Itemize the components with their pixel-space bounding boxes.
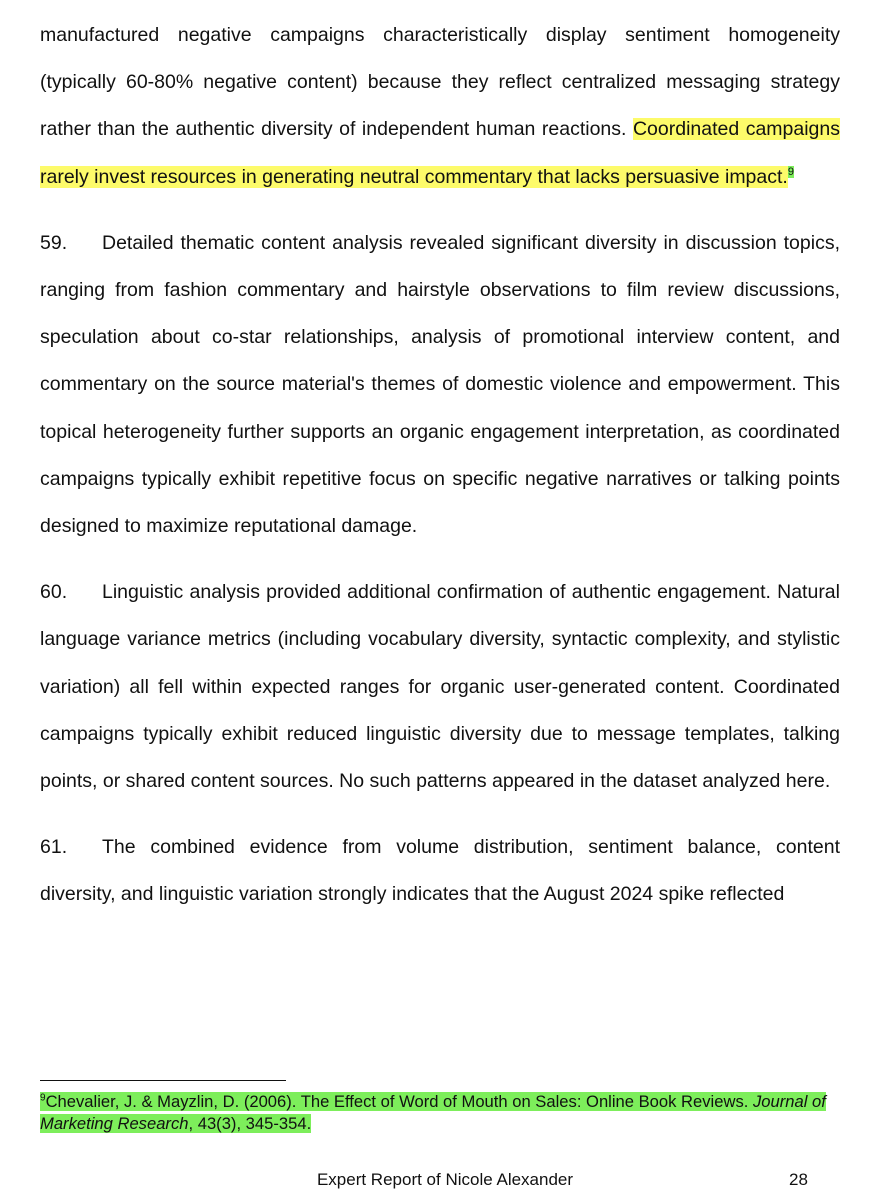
footnote-citation: Chevalier, J. & Mayzlin, D. (2006). The Effect of Word of Mouth on Sales: Online Book Reviews. (45, 1092, 753, 1111)
footnote-reference-9[interactable]: 9 (787, 166, 794, 179)
document-body (40, 12, 840, 919)
paragraph-58-continuation (40, 12, 840, 201)
footnote-highlight (40, 1092, 826, 1133)
footnote-journal: Journal of Marketing Research (40, 1092, 826, 1133)
paragraph-number: 59. (40, 231, 68, 254)
paragraph-text: Linguistic analysis provided additional confirmation of authentic engagement. Natural language variance metrics (including vocabulary diversity, syntactic complexity, and stylistic variation) all fell within expected ranges for organic user-generated content. Coordinated campaigns typically exhibit reduced linguistic diversity due to message templates, talking points, or shared content sources. No such patterns appeared in the dataset analyzed here. (40, 581, 840, 793)
paragraph-number: 60. (40, 581, 68, 604)
footnote-9 (40, 1091, 840, 1135)
footnote-marker: 9 (40, 1092, 46, 1104)
paragraph-61 (40, 824, 840, 918)
footer-report-title: Expert Report of Nicole Alexander (316, 1170, 574, 1189)
paragraph-60 (40, 569, 840, 805)
footnote-citation-end: , 43(3), 345-354. (188, 1114, 312, 1133)
footnote-separator (40, 1080, 286, 1081)
paragraph-number: 61. (40, 836, 68, 859)
highlighted-sentence: Coordinated campaigns rarely invest resources in generating neutral commentary that lacks persuasive impact. (40, 118, 840, 188)
paragraph-text: The combined evidence from volume distribution, sentiment balance, content diversity, and linguistic variation strongly indicates that the August 2024 spike reflected (40, 836, 840, 906)
paragraph-text: Detailed thematic content analysis revealed significant diversity in discussion topics, ranging from fashion commentary and hairstyle observations to film review discussions, speculation about co-star relationships, analysis of promotional interview content, and commentary on the source material's themes of domestic violence and empowerment. This topical heterogeneity further supports an organic engagement interpretation, as coordinated campaigns typically exhibit repetitive focus on specific negative narratives or talking points designed to maximize reputational damage. (40, 231, 840, 538)
paragraph-59 (40, 220, 840, 550)
paragraph-58-text: manufactured negative campaigns characteristically display sentiment homogeneity (typically 60-80% negative content) because they reflect centralized messaging strategy rather than the authentic diversity of independent human reactions. (40, 24, 840, 141)
footer-page-number: 28 (789, 1170, 808, 1189)
